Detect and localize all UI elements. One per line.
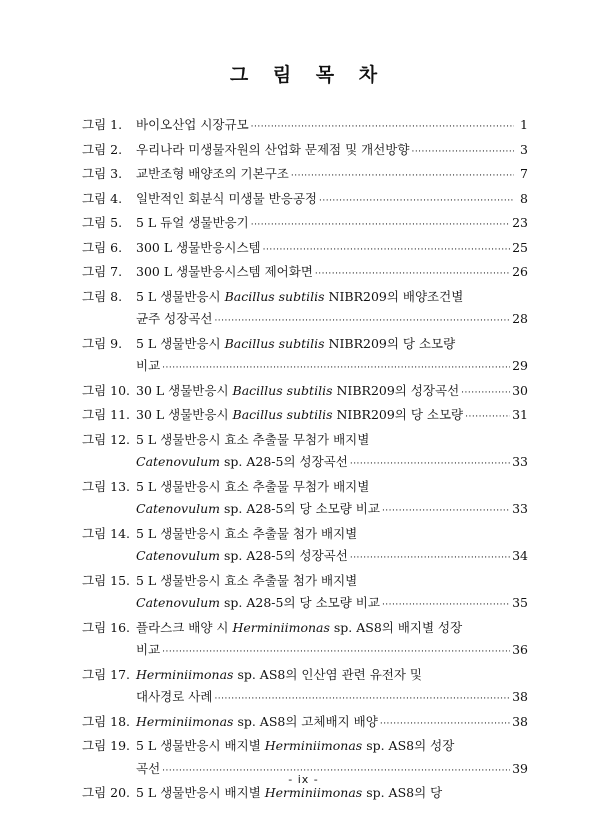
species-name: Catenovulum [136, 501, 221, 516]
caption-segment: sp. A28-5의 성장곡선 [220, 548, 348, 563]
caption-segment: NIBR209의 당 소모량 [324, 335, 456, 351]
figure-label: 그림 12. [82, 431, 131, 447]
caption-line [136, 570, 528, 593]
caption-segment: 5 L 생물반응시 효소 추출물 무첨가 배지별 [136, 431, 370, 447]
caption-segment: 5 L 듀얼 생물반응기 [136, 215, 249, 230]
page-title: 그 림 목 차 [229, 64, 387, 86]
dot-leader [461, 382, 510, 405]
caption-text [136, 429, 369, 452]
caption-text [136, 404, 463, 427]
caption-segment: sp. A28-5의 당 소모량 비교 [220, 501, 380, 516]
caption-segment: 우리나라 미생물자원의 산업화 문제점 및 개선방향 [136, 141, 410, 157]
caption-segment: 바이오산업 시장규모 [136, 117, 249, 132]
figure-label: 그림 8. [82, 288, 123, 304]
figure-caption [136, 114, 528, 139]
caption-line [136, 139, 528, 164]
figure-caption [136, 380, 528, 405]
caption-line [136, 333, 528, 356]
figure-label: 그림 15. [82, 572, 131, 588]
dot-leader [382, 500, 510, 523]
dot-leader [214, 688, 510, 711]
caption-text [136, 570, 357, 593]
figure-label: 그림 4. [82, 190, 123, 206]
dot-leader [263, 239, 510, 262]
caption-text [136, 451, 348, 474]
figure-label: 그림 5. [82, 215, 123, 230]
caption-segment: 플라스크 배양 시 [136, 619, 233, 635]
caption-segment: 5 L 생물반응시 [136, 288, 225, 304]
caption-line [136, 404, 528, 429]
caption-segment: 30 L 생물반응시 [136, 407, 233, 422]
figure-label: 그림 10. [82, 382, 131, 398]
figure-caption [136, 664, 528, 711]
caption-segment: NIBR209의 성장곡선 [332, 382, 460, 398]
figure-label: 그림 2. [82, 141, 123, 157]
toc-entry[interactable] [82, 188, 528, 213]
figure-label: 그림 14. [82, 525, 131, 541]
caption-text [136, 476, 369, 499]
caption-segment: NIBR209의 배양조건별 [324, 288, 464, 304]
toc-entry[interactable] [82, 711, 528, 736]
caption-text [136, 212, 249, 235]
toc-entry[interactable] [82, 114, 528, 139]
toc-entry[interactable] [82, 212, 528, 237]
caption-line [136, 735, 528, 758]
caption-segment: 대사경로 사례 [136, 689, 213, 704]
toc-entry[interactable] [82, 380, 528, 405]
caption-text [136, 711, 378, 734]
page-number: 34 [512, 548, 528, 563]
page-number: 31 [512, 407, 528, 422]
species-name: Herminiimonas [136, 666, 234, 682]
figure-label: 그림 16. [82, 619, 131, 635]
caption-text [136, 286, 463, 309]
toc-entry[interactable] [82, 163, 528, 188]
species-name: Herminiimonas [136, 713, 234, 729]
caption-line [136, 114, 528, 139]
dot-leader [315, 263, 510, 286]
figure-label: 그림 19. [82, 738, 131, 753]
caption-text [136, 237, 261, 260]
caption-text [136, 163, 289, 186]
caption-line [136, 639, 528, 664]
caption-segment: 300 L 생물반응시스템 제어화면 [136, 264, 313, 279]
figure-caption [136, 237, 528, 262]
caption-text [136, 735, 454, 758]
page-number: 26 [512, 264, 528, 279]
caption-line [136, 429, 528, 452]
species-name: Herminiimonas [264, 738, 363, 753]
caption-text [136, 261, 313, 284]
caption-line [136, 308, 528, 333]
caption-line [136, 664, 528, 687]
toc-entry[interactable] [82, 404, 528, 429]
page-number: 1 [520, 117, 528, 132]
figure-caption [136, 711, 528, 736]
figure-caption [136, 570, 528, 617]
toc-entry[interactable] [82, 617, 528, 664]
dot-leader [350, 453, 510, 476]
caption-line [136, 188, 528, 213]
dot-leader [251, 116, 514, 139]
dot-leader [251, 214, 510, 237]
caption-line [136, 545, 528, 570]
species-name: Catenovulum [136, 548, 221, 563]
species-name: Catenovulum [136, 595, 221, 610]
caption-text [136, 686, 212, 709]
figure-label: 그림 9. [82, 335, 123, 351]
toc-entry[interactable] [82, 237, 528, 262]
caption-text [136, 545, 348, 568]
caption-segment: sp. A28-5의 성장곡선 [220, 454, 348, 469]
dot-leader [214, 310, 510, 333]
caption-segment: 곡선 [136, 760, 161, 776]
page-footer: - ix - [288, 773, 319, 786]
caption-segment: sp. AS8의 고체배지 배양 [233, 713, 378, 729]
caption-text [136, 333, 455, 356]
toc-entry[interactable] [82, 333, 528, 380]
figure-caption [136, 476, 528, 523]
figure-caption [136, 188, 528, 213]
dot-leader [291, 165, 514, 188]
caption-segment: 5 L 생물반응시 배지별 [136, 785, 265, 800]
page-number: 33 [512, 454, 528, 469]
dot-leader [162, 357, 510, 380]
caption-segment: 30 L 생물반응시 [136, 382, 233, 398]
caption-segment: 5 L 생물반응시 [136, 335, 225, 351]
caption-text [136, 617, 462, 640]
caption-line [136, 237, 528, 262]
page-number: 7 [520, 166, 528, 181]
caption-line [136, 711, 528, 736]
figure-label: 그림 18. [82, 713, 131, 729]
caption-text [136, 355, 160, 378]
caption-segment: sp. AS8의 배지별 성장 [329, 619, 463, 635]
figure-label: 그림 13. [82, 478, 131, 494]
figure-caption [136, 333, 528, 380]
toc-entry[interactable] [82, 523, 528, 570]
figure-label: 그림 20. [82, 785, 131, 800]
dot-leader [162, 641, 510, 664]
toc-entry[interactable] [82, 429, 528, 476]
figure-caption [136, 404, 528, 429]
page-number: 8 [520, 190, 528, 206]
figure-caption [136, 139, 528, 164]
figure-caption [136, 286, 528, 333]
species-name: Catenovulum [136, 454, 221, 469]
species-name: Bacillus subtilis [224, 335, 325, 351]
species-name: Bacillus subtilis [232, 407, 333, 422]
toc-entry[interactable] [82, 261, 528, 286]
page-number: 36 [512, 642, 528, 657]
page-number: 35 [512, 595, 528, 610]
caption-text [136, 380, 459, 403]
caption-segment: 300 L 생물반응시스템 [136, 239, 261, 255]
caption-text [136, 592, 380, 615]
caption-line [136, 261, 528, 286]
page-number: 39 [512, 760, 528, 776]
caption-line [136, 686, 528, 711]
caption-segment: 5 L 생물반응시 배지별 [136, 738, 265, 753]
caption-line [136, 617, 528, 640]
figure-caption [136, 617, 528, 664]
page-number: 3 [520, 141, 528, 157]
species-name: Herminiimonas [264, 785, 363, 800]
figure-label: 그림 11. [82, 407, 131, 422]
figure-label: 그림 7. [82, 264, 123, 279]
species-name: Bacillus subtilis [224, 288, 325, 304]
caption-line [136, 523, 528, 546]
figure-caption [136, 523, 528, 570]
toc-entry[interactable] [82, 139, 528, 164]
caption-segment: 5 L 생물반응시 효소 추출물 첨가 배지별 [136, 525, 358, 541]
caption-segment: 균주 성장곡선 [136, 311, 213, 326]
species-name: Bacillus subtilis [232, 382, 333, 398]
page-number: 25 [512, 239, 528, 255]
dot-leader [350, 547, 510, 570]
toc-entry[interactable] [82, 664, 528, 711]
figure-label: 그림 17. [82, 666, 131, 682]
caption-segment: sp. AS8의 성장 [362, 738, 455, 753]
caption-line [136, 355, 528, 380]
dot-leader [465, 406, 510, 429]
dot-leader [382, 594, 510, 617]
figure-caption [136, 261, 528, 286]
caption-text [136, 498, 380, 521]
toc-entry[interactable] [82, 476, 528, 523]
toc-entry[interactable] [82, 570, 528, 617]
figure-caption [136, 429, 528, 476]
caption-segment: 5 L 생물반응시 효소 추출물 첨가 배지별 [136, 572, 358, 588]
caption-text [136, 139, 409, 162]
dot-leader [380, 713, 510, 736]
figure-caption [136, 212, 528, 237]
figure-label: 그림 6. [82, 239, 123, 255]
caption-line [136, 286, 528, 309]
figure-label: 그림 3. [82, 166, 123, 181]
caption-line [136, 592, 528, 617]
toc-entry[interactable] [82, 286, 528, 333]
caption-segment: sp. A28-5의 당 소모량 비교 [220, 595, 380, 610]
caption-text [136, 664, 422, 687]
caption-line [136, 380, 528, 405]
page-number: 33 [512, 501, 528, 516]
page-number: 29 [512, 358, 528, 373]
figure-label: 그림 1. [82, 117, 123, 132]
caption-segment: NIBR209의 당 소모량 [332, 407, 464, 422]
caption-segment: 교반조형 배양조의 기본구조 [136, 166, 289, 181]
caption-segment: 일반적인 회분식 미생물 반응공정 [136, 190, 317, 206]
caption-line [136, 163, 528, 188]
figure-list [82, 114, 528, 805]
caption-line [136, 498, 528, 523]
caption-line [136, 451, 528, 476]
caption-text [136, 114, 249, 137]
page-number: 38 [512, 713, 528, 729]
figure-caption [136, 163, 528, 188]
page-number: 30 [512, 382, 528, 398]
caption-segment: sp. AS8의 인산염 관련 유전자 및 [233, 666, 422, 682]
dot-leader [319, 190, 514, 213]
caption-text [136, 308, 212, 331]
caption-line [136, 212, 528, 237]
caption-line [136, 476, 528, 499]
page-number: 28 [512, 311, 528, 326]
species-name: Herminiimonas [232, 619, 330, 635]
page-number: 38 [512, 689, 528, 704]
page-number: 23 [512, 215, 528, 230]
caption-segment: 5 L 생물반응시 효소 추출물 무첨가 배지별 [136, 478, 370, 494]
caption-segment: sp. AS8의 당 [362, 785, 443, 800]
caption-segment: 비교 [136, 358, 161, 373]
caption-text [136, 523, 357, 546]
dot-leader [411, 141, 514, 164]
caption-text [136, 639, 160, 662]
caption-text [136, 188, 317, 211]
caption-segment: 비교 [136, 642, 161, 657]
